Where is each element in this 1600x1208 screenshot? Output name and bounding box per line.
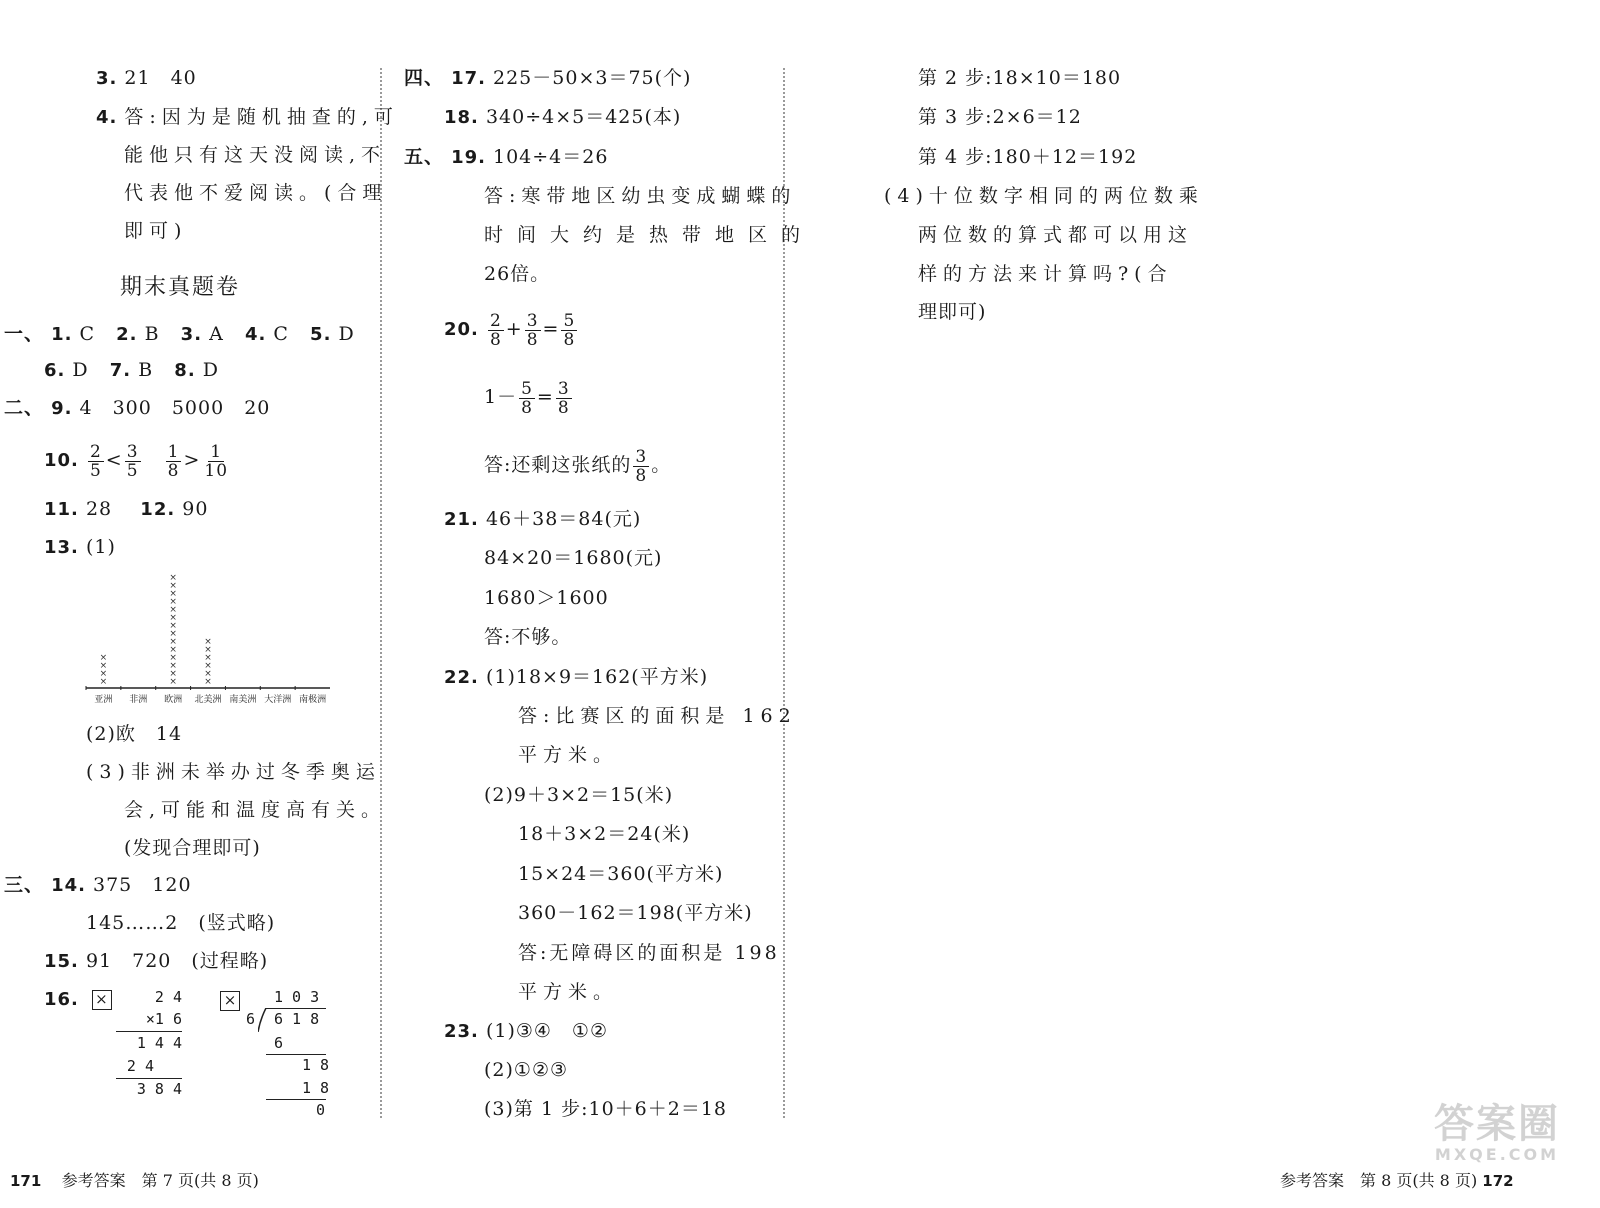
s1-q4-number: 4. <box>244 324 267 345</box>
mult-rule-1 <box>116 1031 182 1032</box>
frac-numerator: 2 <box>489 310 502 331</box>
section-3-label: 三、 <box>4 874 45 896</box>
tally-mark: × <box>169 661 177 671</box>
q20-line2 <box>484 374 574 420</box>
q16-multiplication <box>112 988 192 1098</box>
q22-step-1: (1)18×9＝162(平方米) <box>485 666 709 688</box>
right-q4-line1: (4)十位数字相同的两位数乘 <box>884 185 1204 207</box>
mult-rule-2 <box>116 1078 182 1079</box>
q13-part2: (2)欧 14 <box>86 723 183 745</box>
q19-formula: 104÷4＝26 <box>493 146 609 168</box>
s1-q8-number: 8. <box>174 360 196 381</box>
q11-q12-line <box>44 497 208 522</box>
q22-answer-1a: 答:比赛区的面积是 162 <box>518 705 797 727</box>
q19-text-3: 26倍。 <box>484 263 551 285</box>
right-q4-line2: 两位数的算式都可以用这 <box>918 224 1194 246</box>
tally-mark: × <box>204 645 212 655</box>
tally-mark: × <box>99 661 108 671</box>
tally-mark: × <box>169 589 177 599</box>
q22-line1 <box>444 665 708 690</box>
q16-cross-box-1: × <box>92 990 112 1010</box>
q19-text-2: 时间大约是热带地区的 <box>484 224 815 246</box>
q20-frac-a3 <box>561 312 577 349</box>
left-footer-text: 参考答案 第 7 页(共 8 页) <box>61 1171 259 1190</box>
tally-mark: × <box>99 669 108 679</box>
q20-frac-a1 <box>488 312 504 349</box>
div-step-1: 6 <box>274 1034 284 1052</box>
q21-line1 <box>444 507 641 532</box>
tally-mark: × <box>204 669 212 679</box>
tally-mark: × <box>99 677 108 687</box>
q10-number: 10. <box>44 450 79 471</box>
less-than-sign: < <box>105 449 123 471</box>
q18-line <box>444 105 681 130</box>
q13-number: 13. <box>44 537 79 558</box>
s1-q6-answer: D <box>72 359 89 381</box>
tally-mark: × <box>169 677 177 687</box>
q20-frac-b1 <box>519 380 535 417</box>
frac-numerator: 5 <box>521 378 533 399</box>
section-1-row1 <box>4 322 355 347</box>
footer-left <box>10 1168 259 1191</box>
q10-line <box>44 438 232 483</box>
category-label: 欧洲 <box>164 695 183 705</box>
q4-text-4: 即可) <box>124 220 188 242</box>
frac-numerator: 1 <box>167 441 180 462</box>
frac-denominator: 8 <box>526 329 539 350</box>
tally-mark: × <box>204 661 212 671</box>
q9-answer: 4 300 5000 20 <box>79 397 271 419</box>
q17-answer: 225－50×3＝75(个) <box>493 67 692 89</box>
q9-line <box>4 396 270 421</box>
right-q4-line3: 样的方法来计算吗?(合 <box>918 263 1173 285</box>
frac-denominator: 8 <box>489 329 502 350</box>
s1-q1-number: 1. <box>51 324 73 345</box>
q22-step-4: 15×24＝360(平方米) <box>518 863 724 885</box>
mult-operand-2: ×1 6 <box>145 1010 182 1028</box>
tally-mark: × <box>169 597 177 607</box>
section-5-label: 五、 <box>404 146 445 168</box>
tally-mark: × <box>204 677 212 687</box>
q21-step-2: 84×20＝1680(元) <box>484 547 663 569</box>
q13-part3-line1: (3)非洲未举办过冬季奥运 <box>86 761 381 783</box>
section-2-label: 二、 <box>4 397 45 419</box>
q15-answer: 91 720 (过程略) <box>85 950 269 972</box>
category-label: 南极洲 <box>299 695 327 705</box>
q10-fraction-2 <box>125 443 141 480</box>
q12-number: 12. <box>140 499 176 520</box>
frac-denominator: 8 <box>563 329 576 350</box>
div-rule-1 <box>266 1054 326 1055</box>
frac-denominator: 8 <box>557 397 570 418</box>
q23-line1 <box>444 1019 608 1044</box>
frac-numerator: 2 <box>89 441 102 462</box>
category-label: 非洲 <box>129 695 148 705</box>
q22-step-5: 360－162＝198(平方米) <box>518 902 753 924</box>
tally-mark: × <box>204 653 212 663</box>
q20-answer-text: 答:还剩这张纸的 <box>484 454 632 476</box>
category-label: 大洋洲 <box>264 695 292 705</box>
left-page-number: 171 <box>10 1172 42 1190</box>
q13-part1: (1) <box>85 536 116 558</box>
q22-step-3: 18＋3×2＝24(米) <box>518 823 691 845</box>
q10-fraction-1 <box>88 443 104 480</box>
q14-number: 14. <box>51 875 86 896</box>
tally-mark: × <box>169 653 177 663</box>
div-bar <box>266 1008 326 1009</box>
tally-mark: × <box>169 669 177 679</box>
q18-number: 18. <box>444 107 479 128</box>
q22-step-2: (2)9＋3×2＝15(米) <box>484 784 674 806</box>
s1-q8-answer: D <box>202 359 219 381</box>
greater-than-sign: > <box>183 449 201 471</box>
q17-number: 17. <box>451 68 486 89</box>
div-dividend: 6 1 8 <box>274 1010 320 1028</box>
q22-answer-1b: 平方米。 <box>518 744 619 766</box>
div-divisor: 6 <box>246 1010 256 1028</box>
s1-q7-number: 7. <box>109 360 132 381</box>
s1-q3-number: 3. <box>180 324 203 345</box>
tally-mark: × <box>169 645 177 655</box>
s1-q5-answer: D <box>338 323 355 345</box>
tally-mark: × <box>169 621 177 631</box>
q11-number: 11. <box>44 499 79 520</box>
q3-number: 3. <box>96 68 118 89</box>
q20-frac-a2 <box>525 312 541 349</box>
s1-q2-number: 2. <box>116 324 138 345</box>
frac-numerator: 5 <box>563 310 576 331</box>
q15-line <box>44 949 268 974</box>
q23-part-3: (3)第 1 步:10＋6＋2＝18 <box>484 1098 728 1120</box>
q22-answer-2b: 平方米。 <box>518 981 619 1003</box>
tally-mark: × <box>204 637 212 647</box>
frac-denominator: 10 <box>204 460 229 481</box>
mult-operand-1: 2 4 <box>154 988 182 1006</box>
q9-number: 9. <box>51 398 73 419</box>
q20-frac-b2 <box>556 380 572 417</box>
tally-mark: × <box>169 605 177 615</box>
section-4-label: 四、 <box>404 67 445 89</box>
right-step-4: 第 4 步:180＋12＝192 <box>918 146 1138 168</box>
q16-cross-box-2: × <box>220 991 240 1011</box>
q21-step-1: 46＋38＝84(元) <box>485 508 642 530</box>
s1-q5-number: 5. <box>310 324 332 345</box>
mult-partial-2: 2 4 <box>126 1057 154 1075</box>
tally-mark: × <box>169 637 177 647</box>
tally-mark: × <box>169 613 177 623</box>
q20-line1 <box>444 306 579 353</box>
q16-line <box>44 987 112 1012</box>
q3-line <box>96 66 197 91</box>
frac-numerator: 3 <box>557 378 570 399</box>
s1-q3-answer: A <box>209 323 224 345</box>
tally-mark: × <box>169 581 177 591</box>
q16-number: 16. <box>44 989 79 1010</box>
s1-q2-answer: B <box>144 323 160 345</box>
frac-denominator: 8 <box>521 397 533 418</box>
q14-answer-1: 375 120 <box>93 874 192 896</box>
category-label: 亚洲 <box>94 695 113 705</box>
frac-numerator: 3 <box>635 446 648 467</box>
right-footer-text: 参考答案 第 8 页(共 8 页) <box>1280 1171 1478 1190</box>
q12-answer: 90 <box>182 498 209 520</box>
watermark-logo <box>1434 1092 1560 1164</box>
q16-division <box>244 988 334 1118</box>
right-q4-line4: 理即可) <box>918 301 987 323</box>
q17-line <box>404 66 691 91</box>
div-quotient: 1 0 3 <box>274 988 320 1006</box>
equals-sign: = <box>536 386 554 408</box>
category-label: 北美洲 <box>194 695 222 705</box>
frac-numerator: 1 <box>210 441 223 462</box>
q4-line1 <box>96 105 399 130</box>
exam-title: 期末真题卷 <box>120 275 241 300</box>
q3-answer: 21 40 <box>124 67 197 89</box>
frac-numerator: 3 <box>526 310 539 331</box>
q22-answer-2a: 答:无障碍区的面积是 198 <box>518 942 780 964</box>
right-step-3: 第 3 步:2×6＝12 <box>918 106 1082 128</box>
q19-number: 19. <box>451 147 486 168</box>
frac-denominator: 8 <box>635 465 648 486</box>
watermark-sub: MXQE.COM <box>1434 1145 1560 1164</box>
q15-number: 15. <box>44 951 79 972</box>
q20-frac-c <box>633 448 649 485</box>
plus-sign: + <box>505 318 523 340</box>
s1-q7-answer: B <box>138 359 154 381</box>
q4-text-3: 代表他不爱阅读。(合理 <box>124 182 388 204</box>
mult-result: 3 8 4 <box>136 1080 182 1098</box>
q4-number: 4. <box>96 107 118 128</box>
one-minus: 1－ <box>484 386 518 408</box>
s1-q4-answer: C <box>273 323 289 345</box>
q20-number: 20. <box>444 319 479 340</box>
q22-number: 22. <box>444 667 479 688</box>
q20-answer <box>484 442 671 488</box>
right-page-number: 172 <box>1482 1172 1514 1190</box>
watermark-main: 答案圈 <box>1434 1101 1560 1147</box>
q10-fraction-4 <box>202 443 230 480</box>
tally-mark: × <box>169 629 177 639</box>
q23-part-1: (1)③④ ①② <box>485 1020 608 1042</box>
footer-right <box>1280 1168 1514 1191</box>
continent-tally-chart <box>82 568 342 710</box>
q23-part-2: (2)①②③ <box>484 1059 569 1081</box>
frac-denominator: 5 <box>126 460 139 481</box>
q19-text-1: 答:寒带地区幼虫变成蝴蝶的 <box>484 185 797 207</box>
column-divider-left <box>380 68 382 1118</box>
tally-mark: × <box>99 653 108 663</box>
frac-denominator: 8 <box>167 460 180 481</box>
q13-line <box>44 535 116 560</box>
q14-answer-2: 145……2 (竖式略) <box>86 912 276 934</box>
equals-sign: = <box>542 318 560 340</box>
div-rule-2 <box>266 1099 326 1100</box>
q14-line1 <box>4 873 192 898</box>
right-step-2: 第 2 步:18×10＝180 <box>918 67 1122 89</box>
category-label: 南美洲 <box>229 695 257 705</box>
mult-partial-1: 1 4 4 <box>136 1034 182 1052</box>
frac-numerator: 3 <box>126 441 139 462</box>
q13-part3-line3: (发现合理即可) <box>124 837 261 859</box>
frac-denominator: 5 <box>89 460 102 481</box>
q21-step-3: 1680＞1600 <box>484 587 609 609</box>
q10-fraction-3 <box>166 443 182 480</box>
section-1-label: 一、 <box>4 323 45 345</box>
div-step-2: 1 8 <box>302 1056 330 1074</box>
div-step-3: 1 8 <box>302 1079 330 1097</box>
q21-number: 21. <box>444 509 479 530</box>
q18-answer: 340÷4×5＝425(本) <box>485 106 682 128</box>
q19-line1 <box>404 145 608 170</box>
q23-number: 23. <box>444 1021 479 1042</box>
s1-q6-number: 6. <box>44 360 66 381</box>
q4-text-1: 答:因为是随机抽查的,可 <box>124 106 399 128</box>
q4-text-2: 能他只有这天没阅读,不 <box>124 144 387 166</box>
div-remainder: 0 <box>316 1101 326 1119</box>
s1-q1-answer: C <box>79 323 96 345</box>
section-1-row2 <box>44 358 219 383</box>
q13-part3-line2: 会,可能和温度高有关。 <box>124 799 387 821</box>
tally-mark: × <box>169 573 177 583</box>
q21-answer: 答:不够。 <box>484 626 572 648</box>
div-bracket <box>258 1008 270 1032</box>
q11-answer: 28 <box>85 498 113 520</box>
period: 。 <box>651 454 672 476</box>
